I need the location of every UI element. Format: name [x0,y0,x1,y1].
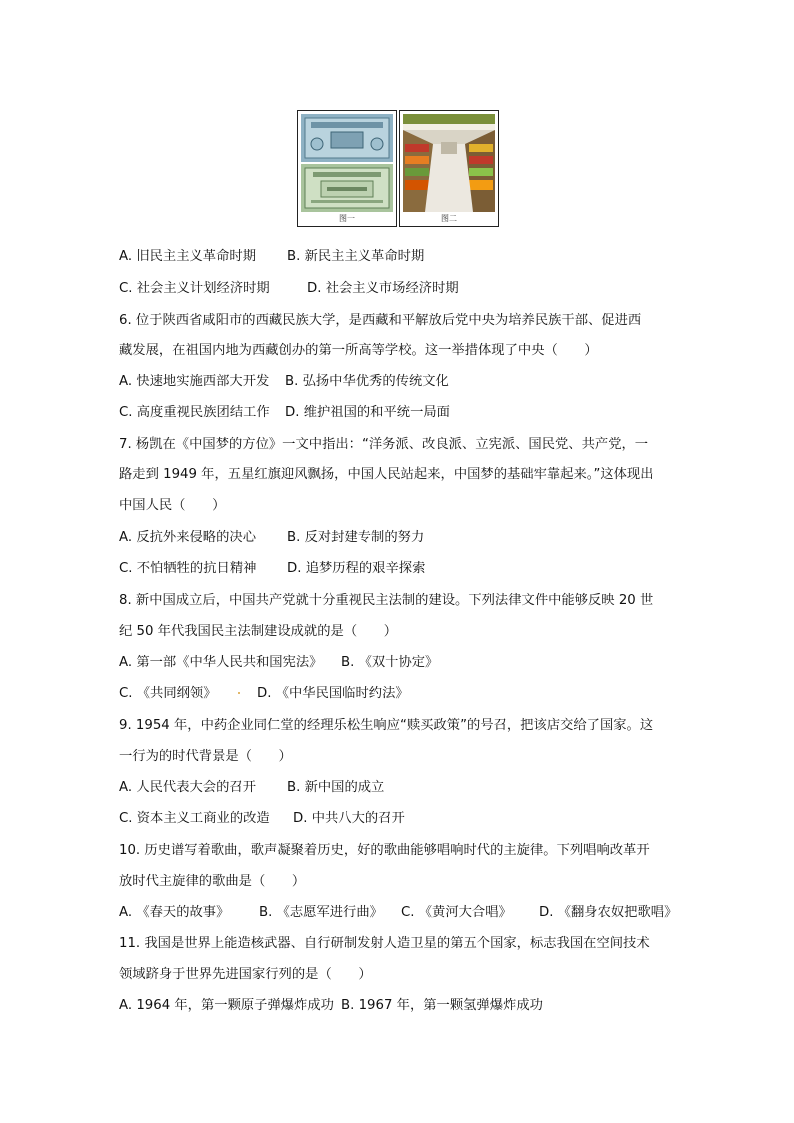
q9-options-row-2 [119,810,405,828]
q7-stem-line-2: 路走到 1949 年，五星红旗迎风飘扬，中国人民站起来，中国梦的基础牢靠起来。”这体现出 [119,467,654,482]
figure-one-caption: 图一 [339,214,355,223]
q5-option-d[interactable]: D. 社会主义市场经济时期 [307,281,459,296]
q6-option-c[interactable]: C. 高度重视民族团结工作 [119,405,270,420]
q8-options-row-1 [119,654,438,672]
q9-option-d[interactable]: D. 中共八大的召开 [293,811,405,826]
q10-option-a[interactable]: A. 《春天的故事》 [119,905,230,920]
q6-option-d[interactable]: D. 维护祖国的和平统一局面 [285,405,450,420]
q5-option-b[interactable]: B. 新民主主义革命时期 [287,249,425,264]
q8-option-c[interactable]: C. 《共同纲领》 [119,686,217,701]
q9-option-c[interactable]: C. 资本主义工商业的改造 [119,811,270,826]
q10-options-row [119,904,677,922]
q5-options-row-2 [119,280,459,298]
figure-one [297,110,397,227]
q5-options-row-1 [119,248,424,266]
figure-two [399,110,499,227]
q10-stem-line-1: 10. 历史谱写着歌曲，歌声凝聚着历史，好的歌曲能够唱响时代的主旋律。下列唱响改革开 [119,843,650,858]
figure-two-caption: 图二 [441,214,457,223]
q6-stem-line-1: 6. 位于陕西省咸阳市的西藏民族大学，是西藏和平解放后党中央为培养民族干部、促进西 [119,313,642,328]
q11-option-a[interactable]: A. 1964 年，第一颗原子弹爆炸成功 [119,998,334,1013]
figure-group [297,110,499,227]
q5-option-c[interactable]: C. 社会主义计划经济时期 [119,281,270,296]
q6-options-row-2 [119,404,450,422]
q10-option-b[interactable]: B. 《志愿军进行曲》 [259,905,383,920]
q11-stem-line-2: 领域跻身于世界先进国家行列的是（ ） [119,967,372,982]
ration-coupons-image [301,114,393,212]
q9-stem-line-2: 一行为的时代背景是（ ） [119,749,292,764]
q9-stem-line-1: 9. 1954 年，中药企业同仁堂的经理乐松生响应“赎买政策”的号召，把该店交给了国家。这 [119,718,654,733]
q7-stem-line-1: 7. 杨凯在《中国梦的方位》一文中指出：“洋务派、改良派、立宪派、国民党、共产党，一 [119,437,649,452]
stray-mark [238,692,240,694]
q8-stem-line-1: 8. 新中国成立后，中国共产党就十分重视民主法制的建设。下列法律文件中能够反映 20 世 [119,593,654,608]
q6-option-b[interactable]: B. 弘扬中华优秀的传统文化 [285,374,449,389]
q5-option-a[interactable]: A. 旧民主主义革命时期 [119,249,256,264]
q8-option-a[interactable]: A. 第一部《中华人民共和国宪法》 [119,655,323,670]
q11-stem-line-1: 11. 我国是世界上能造核武器、自行研制发射人造卫星的第五个国家，标志我国在空间技术 [119,936,650,951]
q7-option-a[interactable]: A. 反抗外来侵略的决心 [119,530,256,545]
q6-option-a[interactable]: A. 快速地实施西部大开发 [119,374,270,389]
q7-options-row-1 [119,529,424,547]
q7-option-b[interactable]: B. 反对封建专制的努力 [287,530,425,545]
q10-option-c[interactable]: C. 《黄河大合唱》 [401,905,512,920]
q7-options-row-2 [119,560,425,578]
supermarket-image [403,114,495,212]
q9-option-b[interactable]: B. 新中国的成立 [287,780,385,795]
q8-stem-line-2: 纪 50 年代我国民主法制建设成就的是（ ） [119,624,398,639]
q10-stem-line-2: 放时代主旋律的歌曲是（ ） [119,874,306,889]
q11-options-row-1 [119,997,543,1015]
q7-stem-line-3: 中国人民（ ） [119,498,226,513]
q9-option-a[interactable]: A. 人民代表大会的召开 [119,780,256,795]
q7-option-c[interactable]: C. 不怕牺牲的抗日精神 [119,561,257,576]
q8-option-d[interactable]: D. 《中华民国临时约法》 [257,686,409,701]
q11-option-b[interactable]: B. 1967 年，第一颗氢弹爆炸成功 [341,998,543,1013]
q9-options-row-1 [119,779,384,797]
q8-options-row-2 [119,685,409,703]
q6-stem-line-2: 藏发展，在祖国内地为西藏创办的第一所高等学校。这一举措体现了中央（ ） [119,343,598,358]
q10-option-d[interactable]: D. 《翻身农奴把歌唱》 [539,905,678,920]
q7-option-d[interactable]: D. 追梦历程的艰辛探索 [287,561,426,576]
q6-options-row-1 [119,373,449,391]
q8-option-b[interactable]: B. 《双十协定》 [341,655,439,670]
